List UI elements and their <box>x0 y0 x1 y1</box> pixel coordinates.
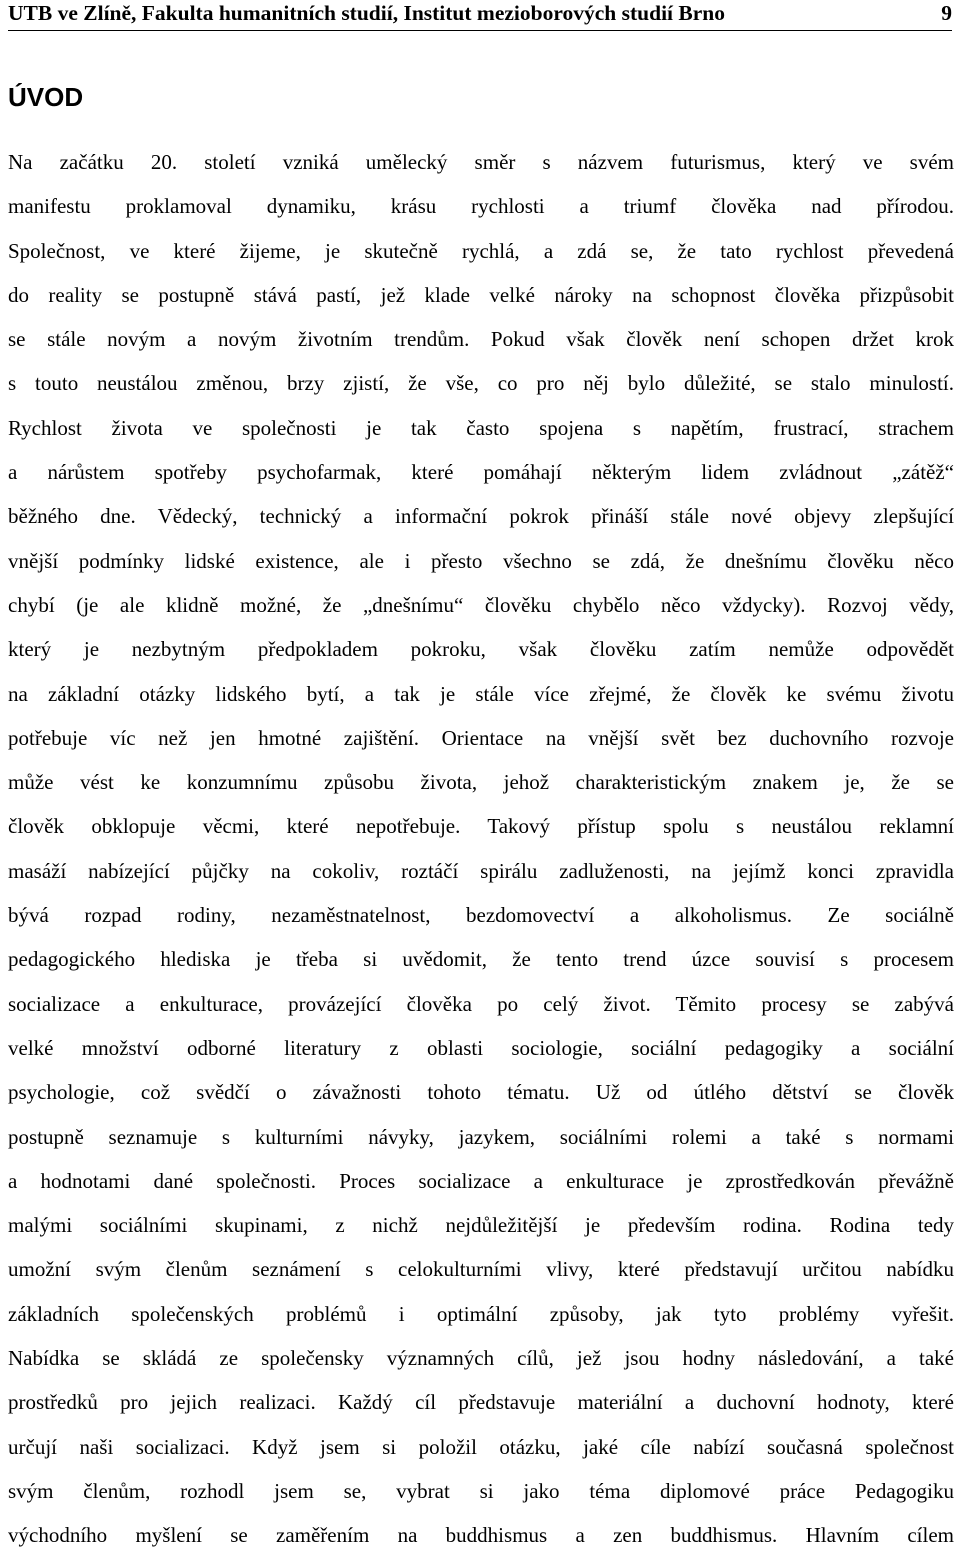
paragraph-line: běžného dne. Vědecký, technický a informační pokrok přináší stále nové objevy zlepšující <box>8 504 954 529</box>
paragraph-line: Rychlost života ve společnosti je tak často spojena s napětím, frustrací, strachem <box>8 415 954 440</box>
paragraph-line: socializace a enkulturace, provázející člověka po celý život. Těmito procesy se zabývá <box>8 991 954 1016</box>
paragraph-line: svým členům, rozhodl jsem se, vybrat si jako téma diplomové práce Pedagogiku <box>8 1478 954 1503</box>
paragraph-line: na základní otázky lidského bytí, a tak je stále více zřejmé, že člověk ke svému životu <box>8 681 954 706</box>
paragraph-line: postupně seznamuje s kulturními návyky, jazykem, sociálními rolemi a také s normami <box>8 1124 954 1149</box>
paragraph-line: Nabídka se skládá ze společensky významných cílů, jež jsou hodny následování, a také <box>8 1346 954 1371</box>
paragraph-line: malými sociálními skupinami, z nichž nejdůležitější je především rodina. Rodina tedy <box>8 1213 954 1238</box>
paragraph-line: velké množství odborné literatury z oblasti sociologie, sociální pedagogiky a sociální <box>8 1035 954 1060</box>
section-heading: ÚVOD <box>8 82 84 112</box>
paragraph-line: umožní svým členům seznámení s celokulturními vlivy, které představují určitou nabídku <box>8 1257 954 1282</box>
paragraph-line: který je nezbytným předpokladem pokroku, však člověku zatím nemůže odpovědět <box>8 637 954 662</box>
paragraph-line: a hodnotami dané společnosti. Proces socializace a enkulturace je zprostředkován převážně <box>8 1168 954 1193</box>
paragraph-line: do reality se postupně stává pastí, jež klade velké nároky na schopnost člověka přizpůsobit <box>8 282 954 307</box>
paragraph-line: vnější podmínky lidské existence, ale i přesto všechno se zdá, že dnešnímu člověku něco <box>8 548 954 573</box>
paragraph-line: člověk obklopuje věcmi, které nepotřebuje. Takový přístup spolu s neustálou reklamní <box>8 814 954 839</box>
paragraph-line: východního myšlení se zaměřením na buddhismus a zen buddhismus. Hlavním cílem <box>8 1523 954 1548</box>
paragraph-line: masáží nabízející půjčky na cokoliv, roztáčí spirálu zadluženosti, na jejímž konci zpravidla <box>8 858 954 883</box>
body-paragraph <box>8 140 954 1558</box>
paragraph-line: základních společenských problémů i optimální způsoby, jak tyto problémy vyřešit. <box>8 1301 954 1326</box>
paragraph-line: psychologie, což svědčí o závažnosti tohoto tématu. Už od útlého dětství se člověk <box>8 1080 954 1105</box>
paragraph-line: prostředků pro jejich realizaci. Každý cíl představuje materiální a duchovní hodnoty, které <box>8 1390 954 1415</box>
paragraph-line: potřebuje víc než jen hmotné zajištění. Orientace na vnější svět bez duchovního rozvoje <box>8 725 954 750</box>
paragraph-line: může vést ke konzumnímu způsobu života, jehož charakteristickým znakem je, že se <box>8 770 954 795</box>
paragraph-line: s touto neustálou změnou, brzy zjistí, že vše, co pro něj bylo důležité, se stalo minulostí. <box>8 371 954 396</box>
paragraph-line: se stále novým a novým životním trendům. Pokud však člověk není schopen držet krok <box>8 327 954 352</box>
paragraph-line: a nárůstem spotřeby psychofarmak, které pomáhají některým lidem zvládnout „zátěž“ <box>8 460 954 485</box>
running-header <box>8 0 952 31</box>
paragraph-line: chybí (je ale klidně možné, že „dnešnímu“ člověku chybělo něco vždycky). Rozvoj vědy, <box>8 592 954 617</box>
paragraph-line: pedagogického hlediska je třeba si uvědomit, že tento trend úzce souvisí s procesem <box>8 947 954 972</box>
paragraph-line: Společnost, ve které žijeme, je skutečně rychlá, a zdá se, že tato rychlost převedená <box>8 238 954 263</box>
paragraph-line: manifestu proklamoval dynamiku, krásu rychlosti a triumf člověka nad přírodou. <box>8 194 954 219</box>
header-title: UTB ve Zlíně, Fakulta humanitních studií, Institut mezioborových studií Brno <box>8 1 725 25</box>
paragraph-line: určují naši socializaci. Když jsem si položil otázku, jaké cíle nabízí současná společnost <box>8 1434 954 1459</box>
paragraph-line: Na začátku 20. století vzniká umělecký směr s názvem futurismus, který ve svém <box>8 150 954 174</box>
paragraph-line: bývá rozpad rodiny, nezaměstnatelnost, bezdomovectví a alkoholismus. Ze sociálně <box>8 903 954 928</box>
page-number: 9 <box>941 1 952 25</box>
